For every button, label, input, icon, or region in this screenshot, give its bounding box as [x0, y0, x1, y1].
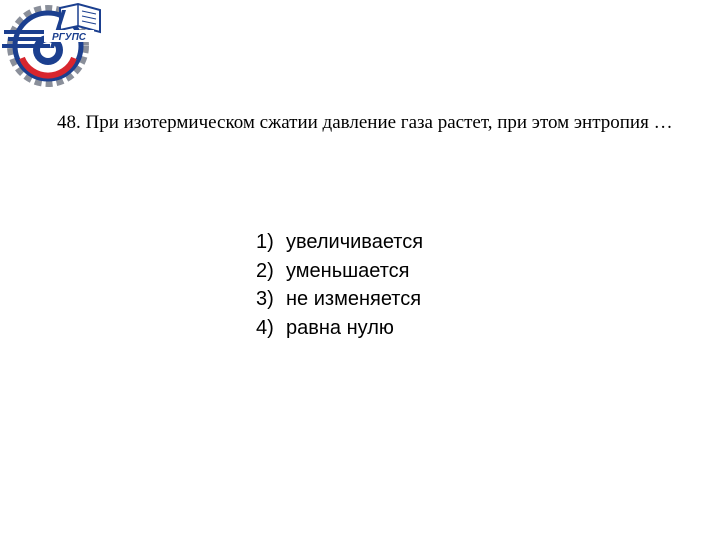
answer-item	[256, 285, 423, 314]
answer-text: увеличивается	[286, 231, 424, 253]
answer-item	[256, 257, 423, 286]
answer-text: равна нулю	[286, 316, 394, 339]
answer-list	[256, 228, 423, 342]
answer-number: 2)	[256, 259, 274, 282]
answer-item	[256, 228, 423, 257]
answer-text: не изменяется	[286, 288, 422, 310]
question-text: 48. При изотермическом сжатии давление газа растет, при этом энтропия …	[57, 112, 673, 133]
logo-text: РГУПС	[52, 32, 86, 43]
answer-number: 3)	[256, 288, 274, 310]
university-logo	[0, 0, 110, 90]
rgups-emblem-icon	[0, 0, 110, 90]
answer-item	[256, 314, 423, 343]
answer-text: уменьшается	[286, 259, 410, 282]
answer-number: 4)	[256, 316, 274, 339]
answer-number: 1)	[256, 231, 274, 253]
